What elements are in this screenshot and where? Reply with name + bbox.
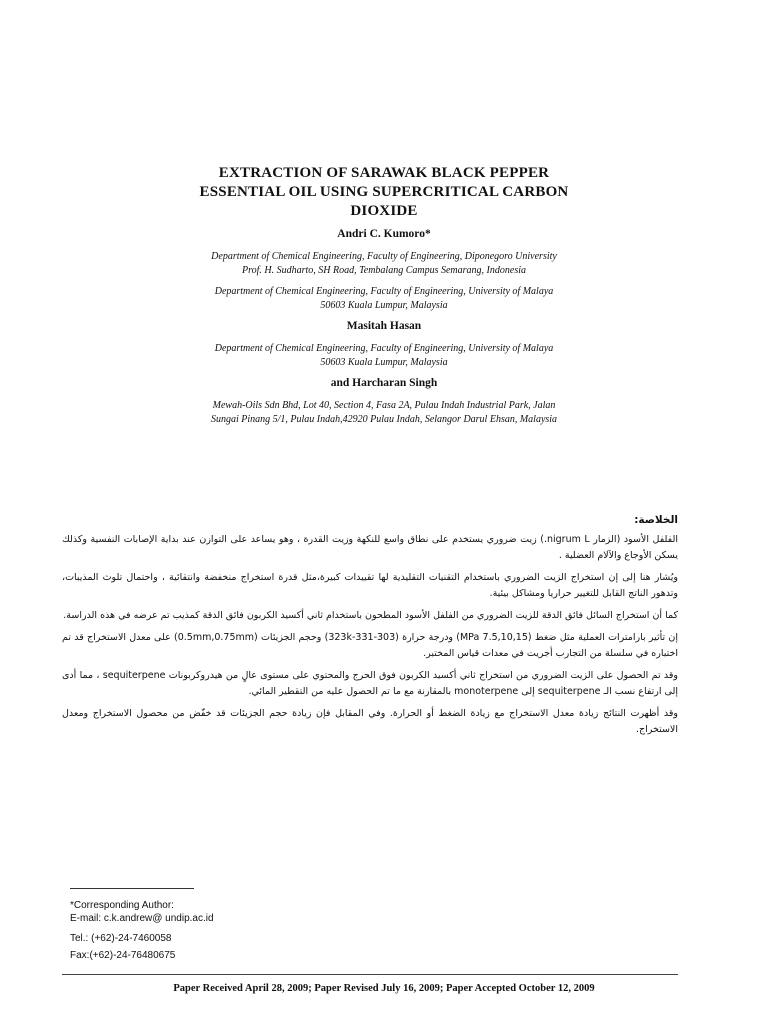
arabic-abstract — [62, 512, 678, 738]
title-line-3: DIOXIDE — [350, 203, 418, 219]
affiliation-line: Prof. H. Sudharto, SH Road, Tembalang Campus Semarang, Indonesia — [242, 265, 526, 276]
title-line-1: EXTRACTION OF SARAWAK BLACK PEPPER — [218, 165, 550, 181]
author-fax: Fax:(+62)-24-76480675 — [70, 950, 176, 961]
author-email[interactable]: E-mail: c.k.andrew@ undip.ac.id — [70, 913, 214, 924]
affiliation-line: Department of Chemical Engineering, Faculty of Engineering, Diponegoro University — [211, 251, 557, 262]
abstract-paragraph-5: وقد تم الحصول على الزيت الضروري من استخراج ثاني أكسيد الكربون فوق الحرج والمحتوي على مستوى عالٍ من هيدروكربونات sequiterpene ، مما أدى إلى ارتفاع نسب الـ sequiterpene إلى monoterpene بالمقارنة مع ما تم الحصول عليه من التقطير المائي. — [62, 670, 678, 697]
author-1-affiliation-2 — [0, 285, 768, 313]
abstract-heading: الخلاصة: — [634, 514, 678, 526]
author-name-2: Masitah Hasan — [346, 320, 422, 332]
paper-dates: Paper Received April 28, 2009; Paper Revised July 16, 2009; Paper Accepted October 12, 2009 — [173, 983, 595, 994]
author-name-1: Andri C. Kumoro* — [337, 228, 431, 240]
affiliation-line: 50603 Kuala Lumpur, Malaysia — [320, 357, 448, 368]
abstract-paragraph-1: الفلفل الأسود (الزمار nigrum L.) زيت ضروري يستخدم على نطاق واسع للنكهة وزيت القدرة ، وهو يساعد على التوازن عند بداية الإصابات النفسية وكذلك يسكن الأوجاع والآلام العضلية . — [62, 534, 679, 561]
affiliation-line: 50603 Kuala Lumpur, Malaysia — [320, 300, 448, 311]
paper-title — [0, 164, 768, 221]
abstract-paragraph-6: وقد أظهرت النتائج زيادة معدل الاستخراج مع زيادة الضغط أو الحرارة. وفي المقابل فإن زيادة حجم الجزيئات قد خفّض من محصول الاستخراج ومعدل الاستخراج. — [62, 708, 678, 735]
abstract-paragraph-3: كما أن استخراج السائل فائق الدقة للزيت الضروري من الفلفل الأسود المطحون باستخدام ثاني أكسيد الكربون فائق الدقة كمذيب تم عرضه في هذه الدراسة. — [63, 610, 678, 621]
author-name-3: and Harcharan Singh — [330, 377, 438, 389]
footer-divider — [62, 974, 678, 975]
corresponding-author-label: *Corresponding Author: — [70, 900, 174, 911]
author-1-affiliation-1 — [0, 250, 768, 278]
footnote-divider — [70, 888, 194, 889]
affiliation-line: Department of Chemical Engineering, Faculty of Engineering, University of Malaya — [214, 286, 554, 297]
author-3-affiliation-1 — [0, 399, 768, 427]
affiliation-line: Sungai Pinang 5/1, Pulau Indah,42920 Pulau Indah, Selangor Darul Ehsan, Malaysia — [210, 414, 558, 425]
affiliation-line: Department of Chemical Engineering, Faculty of Engineering, University of Malaya — [214, 343, 554, 354]
author-2-affiliation-1 — [0, 342, 768, 370]
author-telephone: Tel.: (+62)-24-7460058 — [70, 933, 172, 944]
abstract-paragraph-4: إن تأثير بارامترات العملية مثل ضغط (7.5,10,15 MPa) ودرجة حرارة (303-331-323k) وحجم الجزيئات (0.5mm,0.75mm) على معدل الاستخراج قد تم اختباره في سلسلة من التجارب أجريت في معدات قياس المختبر. — [62, 632, 679, 659]
title-line-2: ESSENTIAL OIL USING SUPERCRITICAL CARBON — [199, 184, 569, 200]
affiliation-line: Mewah-Oils Sdn Bhd, Lot 40, Section 4, Fasa 2A, Pulau Indah Industrial Park, Jalan — [212, 400, 556, 411]
abstract-paragraph-2: ويُشار هنا إلى إن استخراج الزيت الضروري باستخدام التقنيات التقليدية لها تقييدات كبيرة،مثل قدرة استخراج منخفضة وانتقائية ، واحتمال تلوث المذيبات، وتدهور الناتج القابل للتغيير حراريا ومشاكل بيئية. — [62, 572, 678, 599]
